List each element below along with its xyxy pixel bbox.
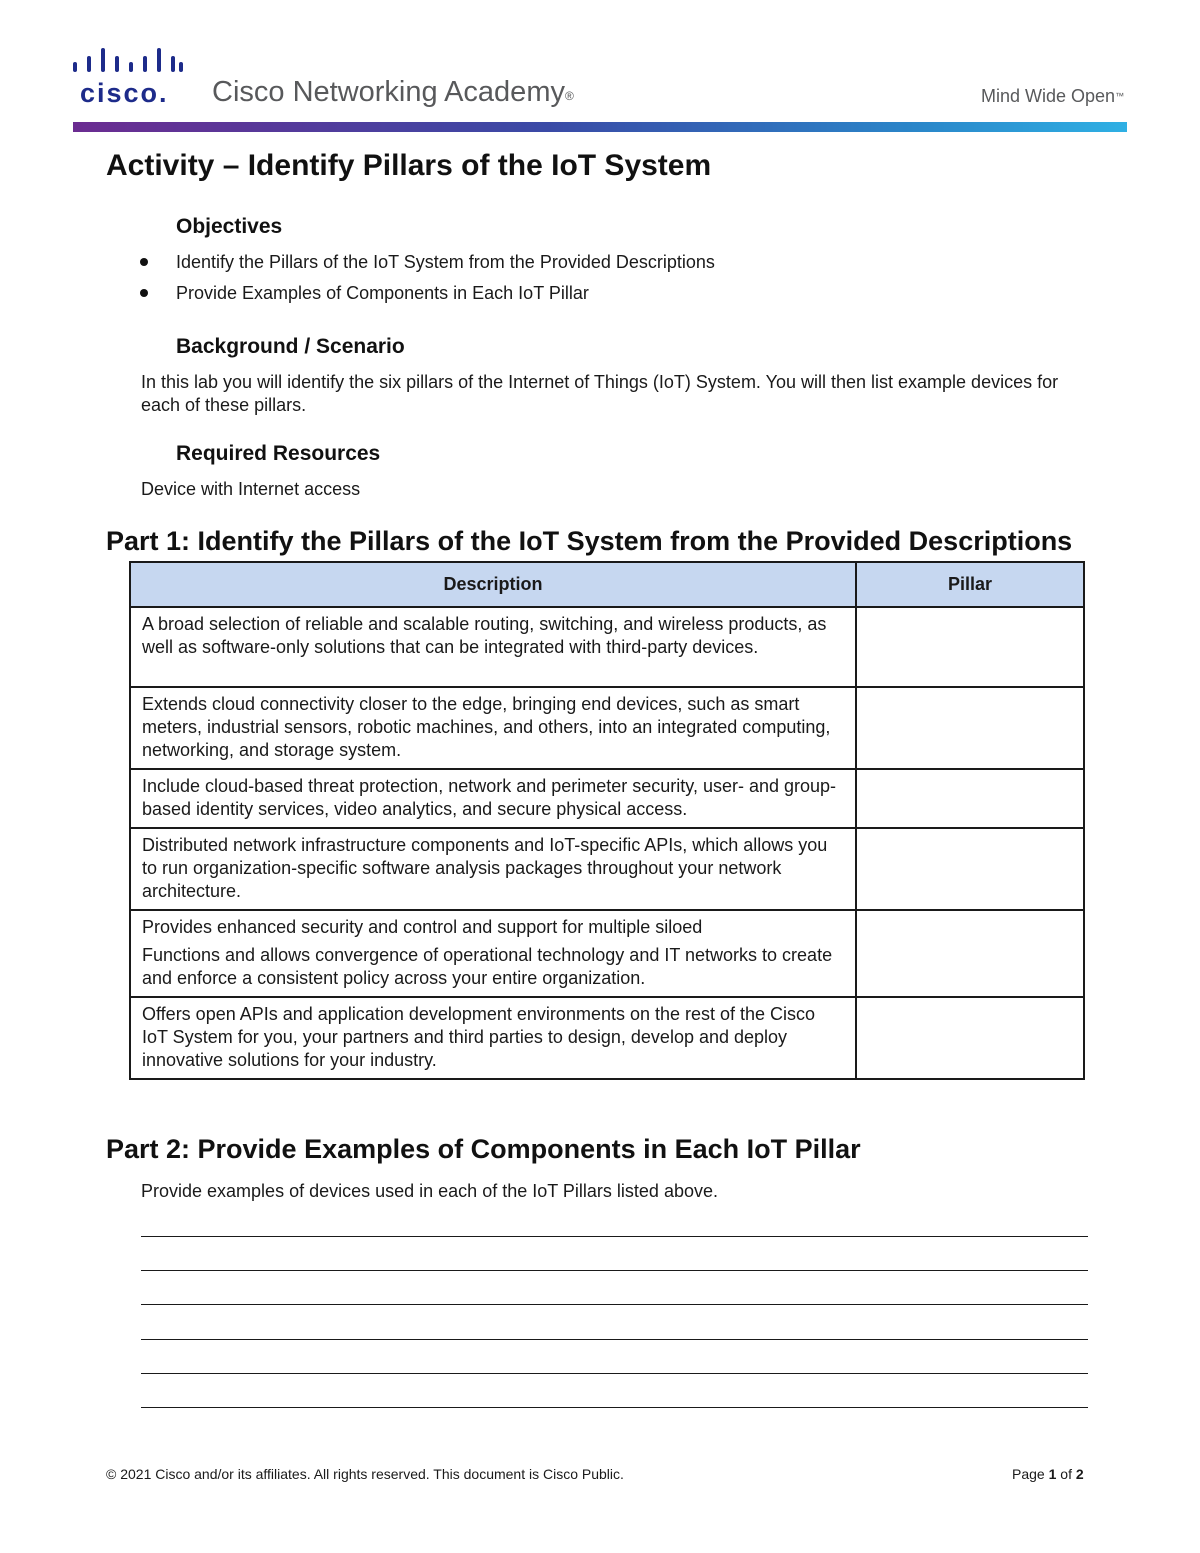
answer-line[interactable]	[141, 1304, 1088, 1305]
background-heading: Background / Scenario	[176, 335, 405, 358]
answer-line[interactable]	[141, 1236, 1088, 1237]
part1-heading: Part 1: Identify the Pillars of the IoT System from the Provided Descriptions	[106, 526, 1073, 556]
pillar-answer-cell[interactable]	[856, 607, 1084, 687]
table-row	[130, 910, 1084, 997]
description-cell: Extends cloud connectivity closer to the edge, bringing end devices, such as smart meters, industrial sensors, robotic machines, and others, into an integrated computing, networking, and storage system.	[130, 687, 856, 769]
bullet-icon	[140, 258, 148, 266]
table-header-row	[130, 562, 1084, 607]
description-cell: Include cloud-based threat protection, network and perimeter security, user- and group-based identity services, video analytics, and secure physical access.	[130, 769, 856, 828]
pillars-table	[129, 561, 1085, 1080]
pillar-answer-cell[interactable]	[856, 828, 1084, 910]
answer-line[interactable]	[141, 1270, 1088, 1271]
page-title: Activity – Identify Pillars of the IoT System	[106, 149, 712, 182]
table-row	[130, 997, 1084, 1079]
resources-heading: Required Resources	[176, 442, 381, 465]
registered-mark: ®	[564, 89, 574, 103]
pillar-answer-cell[interactable]	[856, 687, 1084, 769]
header-gradient-bar	[73, 122, 1127, 132]
table-row	[130, 769, 1084, 828]
part2-text: Provide examples of devices used in each of the IoT Pillars listed above.	[141, 1181, 718, 1201]
description-cell: Offers open APIs and application development environments on the rest of the Cisco IoT System for you, your partners and third parties to design, develop and deploy innovative solutions for your industry.	[130, 997, 856, 1079]
objectives-heading: Objectives	[176, 215, 283, 238]
description-cell: Provides enhanced security and control and support for multiple siloed Functions and allows convergence of operational technology and IT networks to create and enforce a consistent policy across your entire organization.	[130, 910, 856, 997]
background-text: In this lab you will identify the six pillars of the Internet of Things (IoT) System. You will then list example devices for each of these pillars.	[141, 372, 1059, 415]
description-cell: Distributed network infrastructure components and IoT-specific APIs, which allows you to run organization-specific software analysis packages throughout your network architecture.	[130, 828, 856, 910]
resources-text: Device with Internet access	[141, 479, 361, 499]
table-row	[130, 828, 1084, 910]
pillar-answer-cell[interactable]	[856, 997, 1084, 1079]
bullet-icon	[140, 289, 148, 297]
column-header-description: Description	[130, 562, 856, 607]
trademark-mark: ™	[1115, 91, 1125, 101]
pillar-answer-cell[interactable]	[856, 910, 1084, 997]
answer-line[interactable]	[141, 1373, 1088, 1374]
answer-line[interactable]	[141, 1339, 1088, 1340]
table-row	[130, 607, 1084, 687]
cisco-logo-bars-icon	[72, 46, 184, 74]
academy-name: Cisco Networking Academy®	[212, 76, 574, 108]
table-row	[130, 687, 1084, 769]
description-cell: A broad selection of reliable and scalable routing, switching, and wireless products, as well as software-only solutions that can be integrated with third-party devices.	[130, 607, 856, 687]
answer-line[interactable]	[141, 1407, 1088, 1408]
tagline: Mind Wide Open™	[981, 86, 1125, 106]
objective-item: Provide Examples of Components in Each IoT Pillar	[176, 283, 589, 303]
footer-copyright: © 2021 Cisco and/or its affiliates. All rights reserved. This document is Cisco Public.	[106, 1466, 624, 1482]
part2-heading: Part 2: Provide Examples of Components in Each IoT Pillar	[106, 1134, 861, 1164]
pillar-answer-cell[interactable]	[856, 769, 1084, 828]
cisco-logo-wordmark: cisco.	[80, 78, 169, 108]
objective-item: Identify the Pillars of the IoT System from the Provided Descriptions	[176, 252, 715, 272]
footer-page-number: Page 1 of 2	[1012, 1466, 1084, 1482]
column-header-pillar: Pillar	[856, 562, 1084, 607]
